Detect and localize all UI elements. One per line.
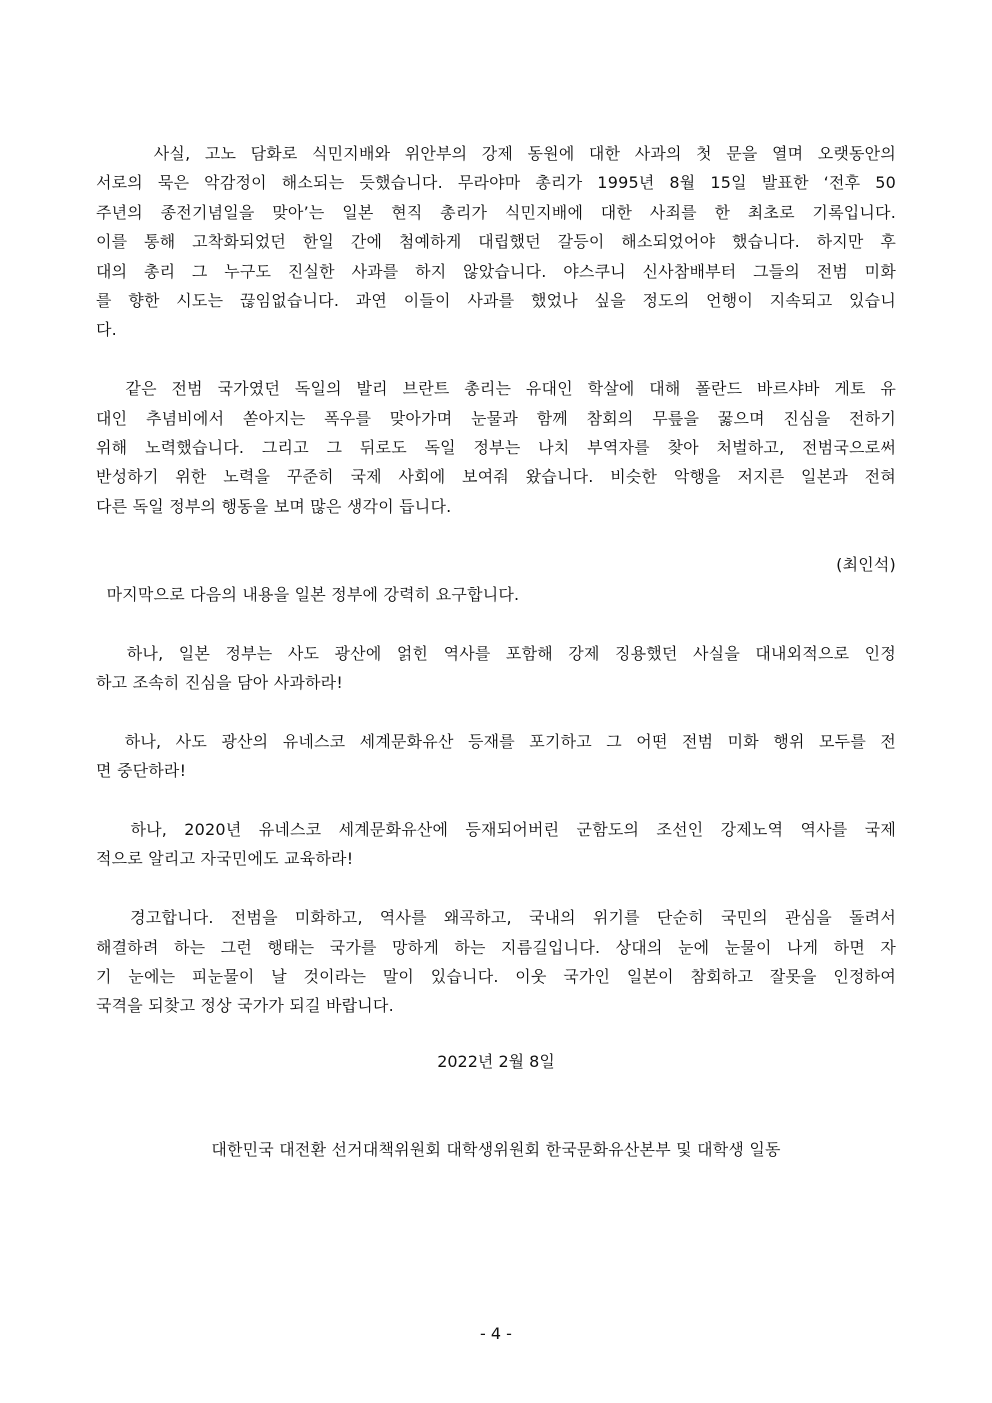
paragraph-line: 해결하려 하는 그런 행태는 국가를 망하게 하는 지름길입니다. 상대의 눈에 눈물이 나게 하면 자 bbox=[96, 937, 896, 957]
document-date: 2022년 2월 8일 bbox=[437, 1052, 555, 1071]
paragraph-line: 반성하기 위한 노력을 꾸준히 국제 사회에 보여줘 왔습니다. 비슷한 악행을 저지른 일본과 전혀 bbox=[96, 467, 896, 487]
paragraph-line: 기 눈에는 피눈물이 날 것이라는 말이 있습니다. 이웃 국가인 일본이 참회하고 잘못을 인정하여 bbox=[96, 966, 896, 986]
paragraph-line: (최인석) bbox=[96, 555, 896, 575]
paragraph bbox=[96, 139, 896, 345]
paragraph-line: 주년의 종전기념일을 맞아’는 일본 현직 총리가 식민지배에 대한 사죄를 한 최초로 기록입니다. bbox=[96, 202, 896, 222]
page-number: - 4 - bbox=[480, 1324, 512, 1343]
paragraph-line: 다른 독일 정부의 행동을 보며 많은 생각이 듭니다. bbox=[96, 496, 452, 516]
paragraph bbox=[96, 639, 896, 698]
paragraph-line: 이를 통해 고착화되었던 한일 간에 첨예하게 대립했던 갈등이 해소되었어야 했습니다. 하지만 후 bbox=[96, 232, 896, 252]
paragraph bbox=[96, 903, 896, 1021]
paragraph-gap bbox=[96, 786, 896, 815]
document-signature: 대한민국 대전환 선거대책위원회 대학생위원회 한국문화유산본부 및 대학생 일동 bbox=[211, 1140, 781, 1159]
paragraph-line: 를 향한 시도는 끊임없습니다. 과연 이들이 사과를 했었나 싶을 정도의 언행이 지속되고 있습니 bbox=[96, 290, 896, 310]
paragraph bbox=[96, 374, 896, 521]
paragraph-line: 사실, 고노 담화로 식민지배와 위안부의 강제 동원에 대한 사과의 첫 문을 열며 오랫동안의 bbox=[96, 144, 896, 163]
paragraph-line: 다. bbox=[96, 320, 117, 340]
paragraph-gap bbox=[96, 609, 896, 638]
paragraph-gap bbox=[96, 345, 896, 374]
paragraph-gap bbox=[96, 521, 896, 550]
paragraph-line: 국격을 되찾고 정상 국가가 되길 바랍니다. bbox=[96, 996, 394, 1016]
paragraph-line: 하나, 일본 정부는 사도 광산에 얽힌 역사를 포함해 강제 징용했던 사실을 대내외적으로 인정 bbox=[96, 643, 896, 663]
paragraph bbox=[96, 727, 896, 786]
paragraph-line: 위해 노력했습니다. 그리고 그 뒤로도 독일 정부는 나치 부역자를 찾아 처벌하고, 전범국으로써 bbox=[96, 437, 896, 457]
document-body bbox=[96, 139, 896, 1021]
paragraph-line: 대의 총리 그 누구도 진실한 사과를 하지 않았습니다. 야스쿠니 신사참배부터 그들의 전범 미화 bbox=[96, 261, 896, 281]
paragraph-gap bbox=[96, 874, 896, 903]
paragraph-line: 서로의 묵은 악감정이 해소되는 듯했습니다. 무라야마 총리가 1995년 8월 15일 발표한 ‘전후 50 bbox=[96, 173, 896, 193]
paragraph-line: 하고 조속히 진심을 담아 사과하라! bbox=[96, 673, 343, 693]
paragraph-line: 적으로 알리고 자국민에도 교육하라! bbox=[96, 849, 354, 869]
paragraph bbox=[96, 815, 896, 874]
paragraph-line: 경고합니다. 전범을 미화하고, 역사를 왜곡하고, 국내의 위기를 단순히 국민의 관심을 돌려서 bbox=[96, 908, 896, 928]
paragraph-line: 하나, 사도 광산의 유네스코 세계문화유산 등재를 포기하고 그 어떤 전범 미화 행위 모두를 전 bbox=[96, 731, 896, 751]
paragraph bbox=[96, 550, 896, 609]
paragraph-line: 마지막으로 다음의 내용을 일본 정부에 강력히 요구합니다. bbox=[96, 584, 520, 604]
paragraph-line: 하나, 2020년 유네스코 세계문화유산에 등재되어버린 군함도의 조선인 강제노역 역사를 국제 bbox=[96, 819, 896, 839]
paragraph-line: 같은 전범 국가였던 독일의 발리 브란트 총리는 유대인 학살에 대해 폴란드 바르샤바 게토 유 bbox=[96, 379, 896, 399]
paragraph-line: 대인 추념비에서 쏟아지는 폭우를 맞아가며 눈물과 함께 참회의 무릎을 꿇으며 진심을 전하기 bbox=[96, 408, 896, 428]
paragraph-gap bbox=[96, 697, 896, 726]
paragraph-line: 면 중단하라! bbox=[96, 761, 187, 781]
